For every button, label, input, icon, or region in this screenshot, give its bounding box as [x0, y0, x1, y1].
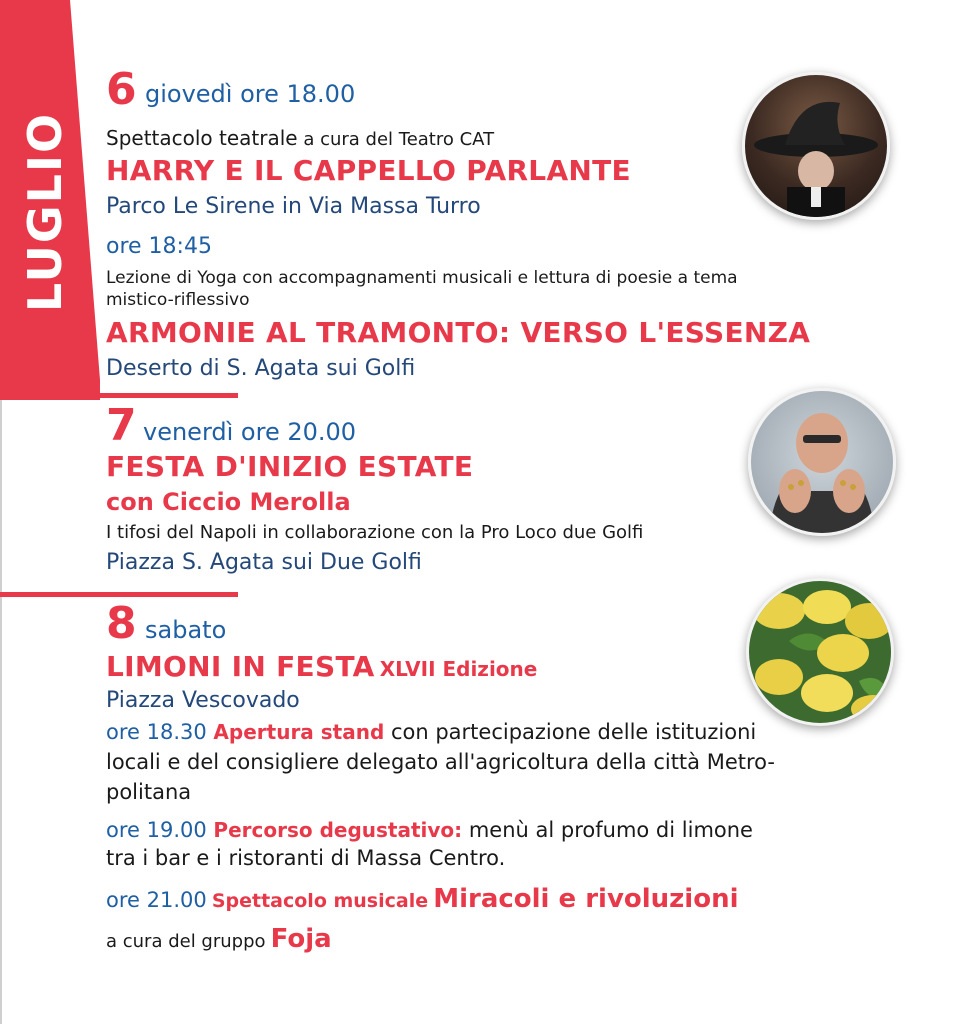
e8-s1-line1 — [106, 720, 756, 744]
e8-s3-line2 — [106, 924, 332, 954]
lemons-icon — [749, 581, 891, 723]
e7-weekday-time: venerdì ore 20.00 — [143, 418, 357, 446]
e8-s2-label: Percorso degustativo: — [213, 818, 463, 842]
lemons-photo — [746, 578, 894, 726]
e7-subtitle: con Ciccio Merolla — [106, 488, 351, 516]
e8-s2-text2: tra i bar e i ristoranti di Massa Centro. — [106, 846, 506, 870]
e8-s3-line1 — [106, 884, 739, 914]
e8-title-line — [106, 650, 537, 683]
e7-desc: I tifosi del Napoli in collaborazione con la Pro Loco due Golfi — [106, 522, 644, 543]
e8-weekday: sabato — [145, 616, 227, 644]
harry-hat-icon — [745, 75, 887, 217]
e8-place: Piazza Vescovado — [106, 688, 300, 713]
e8-s1-label: Apertura stand — [213, 720, 385, 744]
e6-title: HARRY E IL CAPPELLO PARLANTE — [106, 154, 631, 187]
e6-weekday-time: giovedì ore 18.00 — [145, 80, 356, 108]
e7-day: 7 — [106, 400, 137, 451]
e8-s3-title: Miracoli e rivoluzioni — [433, 884, 739, 914]
e8-s1-text3: politana — [106, 780, 192, 804]
e6-desc-line2: mistico-riflessivo — [106, 290, 250, 310]
e8-s1-text2: locali e del consigliere delegato all'agricoltura della città Metro- — [106, 750, 775, 774]
e8-s3-by: a cura del gruppo — [106, 931, 266, 952]
e8-s3-group: Foja — [270, 924, 332, 954]
e6-time2: ore 18:45 — [106, 234, 212, 259]
e6-intro — [106, 126, 494, 150]
separator-1 — [0, 393, 238, 398]
person-icon — [751, 391, 893, 533]
e8-edition: XLVII Edizione — [379, 657, 538, 681]
e8-s3-label: Spettacolo musicale — [211, 890, 429, 912]
e6-place2: Deserto di S. Agata sui Golfi — [106, 356, 416, 381]
e8-title: LIMONI IN FESTA — [106, 650, 375, 683]
left-edge-line — [0, 400, 2, 1024]
e8-s2-text1: menù al profumo di limone — [462, 818, 753, 842]
e8-s2-line1 — [106, 818, 753, 842]
e6-desc-line1: Lezione di Yoga con accompagnamenti musicali e lettura di poesie a tema — [106, 268, 738, 288]
e6-intro-b: a cura del Teatro CAT — [297, 129, 495, 150]
e6-place: Parco Le Sirene in Via Massa Turro — [106, 194, 481, 219]
ciccio-merolla-photo — [748, 388, 896, 536]
e8-s2-time: ore 19.00 — [106, 818, 207, 842]
e6-intro-a: Spettacolo teatrale — [106, 126, 298, 150]
e7-title: FESTA D'INIZIO ESTATE — [106, 450, 474, 483]
e8-s1-text1: con partecipazione delle istituzioni — [384, 720, 757, 744]
e6-day: 6 — [106, 64, 137, 115]
e8-day: 8 — [106, 598, 137, 649]
separator-2 — [0, 592, 238, 597]
e8-s1-time: ore 18.30 — [106, 720, 207, 744]
e8-s3-time: ore 21.00 — [106, 888, 207, 912]
harry-hat-photo — [742, 72, 890, 220]
e7-place: Piazza S. Agata sui Due Golfi — [106, 550, 422, 575]
month-label: LUGLIO — [18, 111, 72, 313]
e6-title2: ARMONIE AL TRAMONTO: VERSO L'ESSENZA — [106, 316, 811, 349]
